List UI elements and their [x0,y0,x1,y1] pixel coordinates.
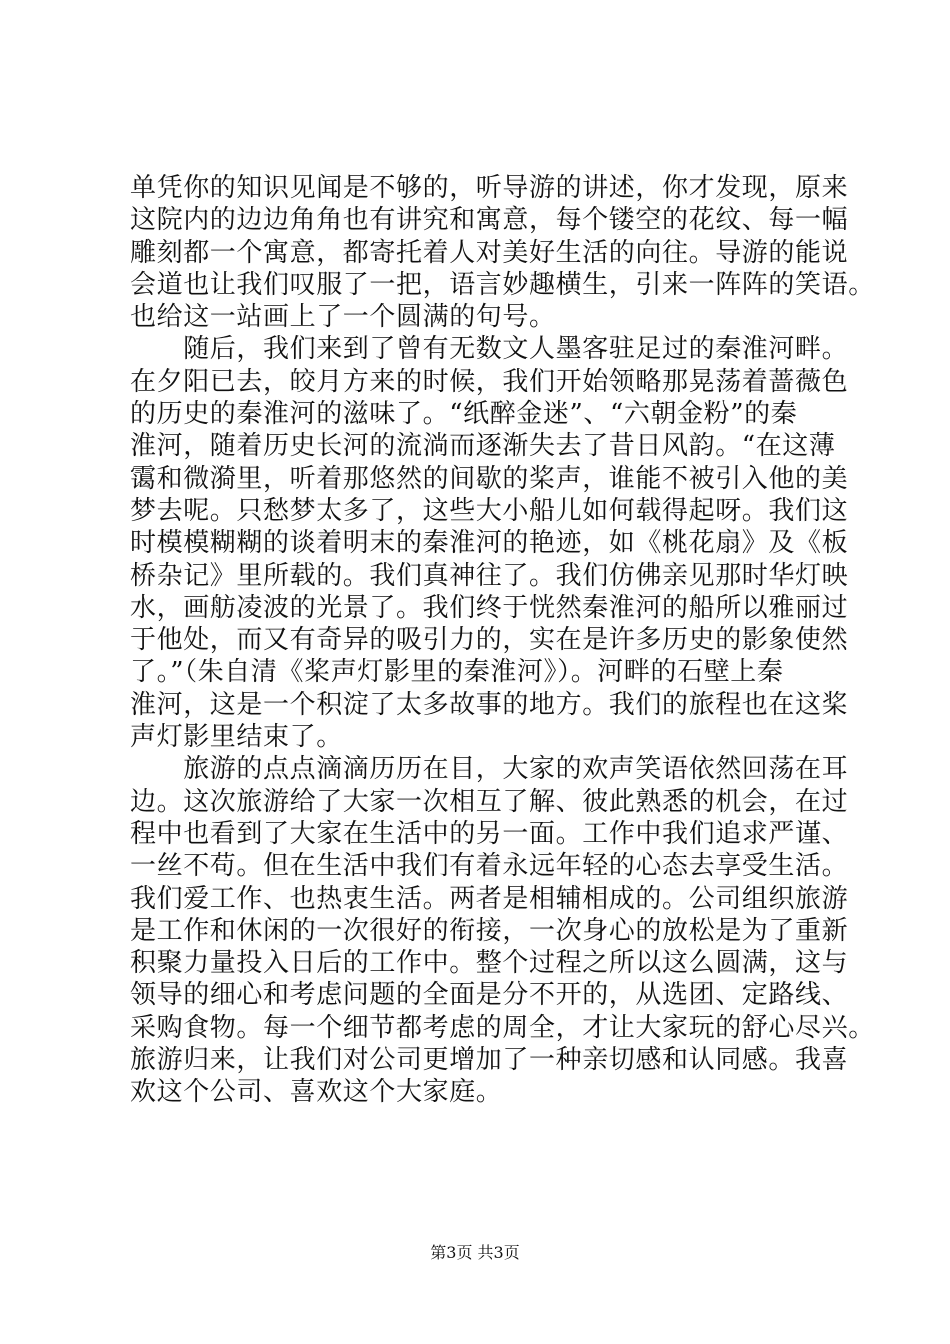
text-line: 桥杂记》里所载的。我们真神往了。我们仿佛亲见那时华灯映 [130,560,849,591]
text-line: 淮河，随着历史长河的流淌而逐渐失去了昔日风韵。“在这薄 [130,431,836,462]
text-line: 领导的细心和考虑问题的全面是分不开的，从选团、定路线、 [130,980,849,1011]
text-line: 水，画舫凌波的光景了。我们终于恍然秦淮河的船所以雅丽过 [130,592,849,623]
text-line: 梦去呢。只愁梦太多了，这些大小船儿如何载得起呀。我们这 [130,495,849,526]
text-line: 会道也让我们叹服了一把，语言妙趣横生，引来一阵阵的笑语。 [130,269,875,300]
text-line: 时模模糊糊的谈着明末的秦淮河的艳迹，如《桃花扇》及《板 [130,528,849,559]
text-line: 程中也看到了大家在生活中的另一面。工作中我们追求严谨、 [130,818,849,849]
text-line: 旅游归来，让我们对公司更增加了一种亲切感和认同感。我喜 [130,1045,849,1076]
text-line: 在夕阳已去，皎月方来的时候，我们开始领略那晃荡着蔷薇色 [130,366,849,397]
text-line: 旅游的点点滴滴历历在目，大家的欢声笑语依然回荡在耳 [130,754,849,785]
text-line: 积聚力量投入日后的工作中。整个过程之所以这么圆满，这与 [130,948,849,979]
text-line: 了。”（朱自清《桨声灯影里的秦淮河》）。河畔的石壁上秦 [130,657,784,688]
text-line: 我们爱工作、也热衷生活。两者是相辅相成的。公司组织旅游 [130,883,849,914]
text-line: 随后，我们来到了曾有无数文人墨客驻足过的秦淮河畔。 [130,334,849,365]
text-line: 于他处，而又有奇异的吸引力的，实在是许多历史的影象使然 [130,625,849,656]
text-line: 声灯影里结束了。 [130,722,343,753]
text-line: 淮河，这是一个积淀了太多故事的地方。我们的旅程也在这桨 [130,689,849,720]
text-line: 雕刻都一个寓意，都寄托着人对美好生活的向往。导游的能说 [130,237,849,268]
text-line: 是工作和休闲的一次很好的衔接，一次身心的放松是为了重新 [130,915,849,946]
text-line: 边。这次旅游给了大家一次相互了解、彼此熟悉的机会，在过 [130,786,849,817]
text-line: 单凭你的知识见闻是不够的，听导游的讲述，你才发现，原来 [130,173,849,203]
text-line: 霭和微漪里，听着那悠然的间歇的桨声，谁能不被引入他的美 [130,463,849,494]
text-line: 这院内的边边角角也有讲究和寓意，每个镂空的花纹、每一幅 [130,205,849,236]
text-line: 的历史的秦淮河的滋味了。“纸醉金迷”、“六朝金粉”的秦 [130,399,798,430]
page-number-label: 第3页 共3页 [430,1243,520,1262]
page-footer [0,1243,950,1263]
text-line: 欢这个公司、喜欢这个大家庭。 [130,1077,503,1108]
body-text [130,172,875,1109]
text-line: 一丝不苟。但在生活中我们有着永远年轻的心态去享受生活。 [130,851,849,882]
text-line: 也给这一站画上了一个圆满的句号。 [130,302,556,333]
text-line: 采购食物。每一个细节都考虑的周全，才让大家玩的舒心尽兴。 [130,1012,875,1043]
